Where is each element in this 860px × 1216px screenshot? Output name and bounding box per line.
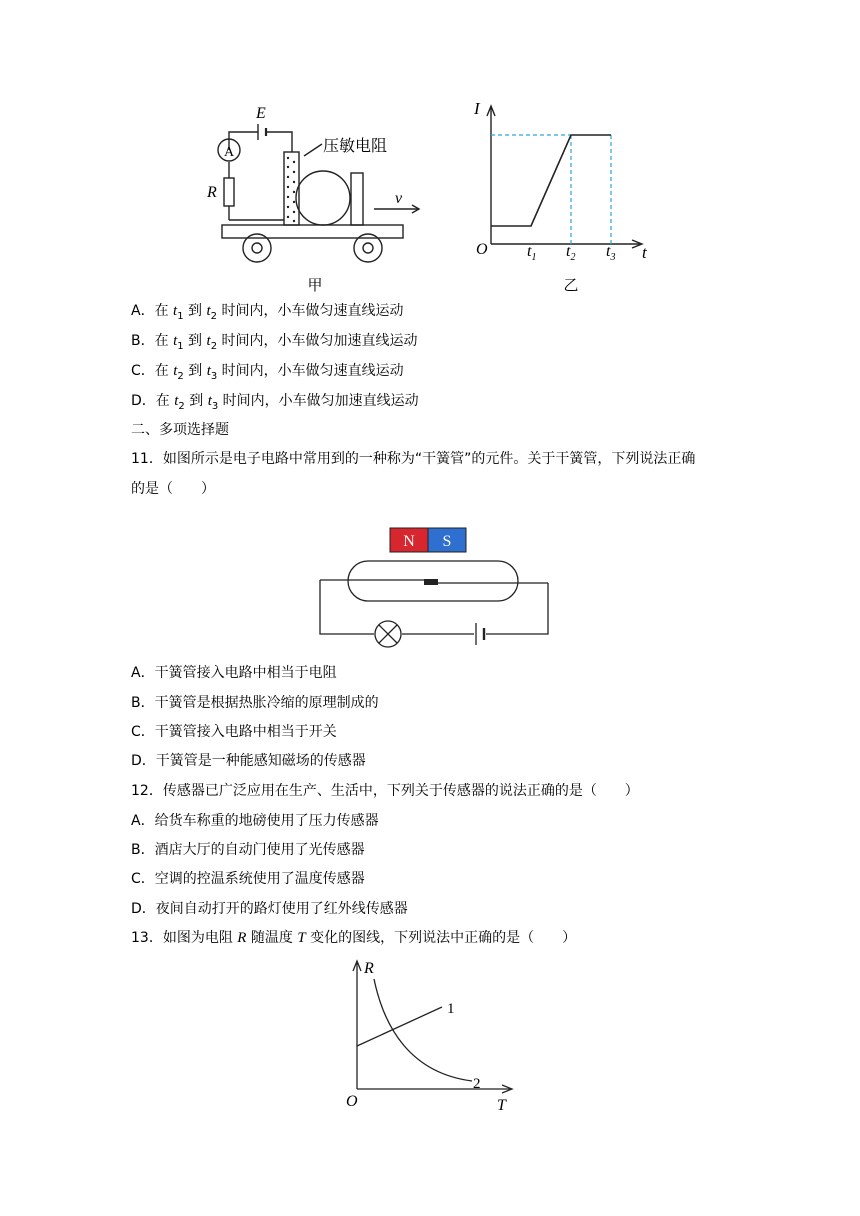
r-axis-label: R xyxy=(364,960,374,977)
q10-option-c: C．在 $t_2$ 到 $t_3$ 时间内，小车做匀速直线运动 xyxy=(131,363,404,382)
ammeter-label: A xyxy=(223,145,235,160)
q10-option-d: D．在 $t_2$ 到 $t_3$ 时间内，小车做匀加速直线运动 xyxy=(131,393,419,412)
emf-label: E xyxy=(256,105,266,122)
tick-t1: $t_1$ xyxy=(527,243,537,263)
q13-stem: 13．如图为电阻 R 随温度 T 变化的图线，下列说法中正确的是（ ） xyxy=(131,930,577,946)
cart-circuit-figure xyxy=(200,96,440,296)
q12-option-a: A．给货车称重的地磅使用了压力传感器 xyxy=(131,813,379,829)
tick-t3: $t_3$ xyxy=(606,243,616,263)
line-2-label: 2 xyxy=(473,1076,481,1092)
q11-stem-line2: 的是（ ） xyxy=(131,481,215,497)
q11-option-d: D．干簧管是一种能感知磁场的传感器 xyxy=(131,753,366,769)
t-axis-label: T xyxy=(497,1097,506,1114)
x-axis-label: t xyxy=(642,243,647,262)
q11-option-a: A．干簧管接入电路中相当于电阻 xyxy=(131,665,337,681)
q10-option-a: A．在 $t_1$ 到 $t_2$ 时间内，小车做匀速直线运动 xyxy=(131,303,404,322)
q12-option-d: D．夜间自动打开的路灯使用了红外线传感器 xyxy=(131,901,408,917)
magnet-s-label: S xyxy=(442,533,452,550)
q12-option-b: B．酒店大厅的自动门使用了光传感器 xyxy=(131,842,365,858)
origin-label: O xyxy=(346,1093,358,1110)
velocity-label: v xyxy=(395,190,403,207)
resistance-temperature-graph xyxy=(340,955,520,1115)
q10-option-b: B．在 $t_1$ 到 $t_2$ 时间内，小车做匀加速直线运动 xyxy=(131,333,418,352)
origin-label: O xyxy=(476,241,488,258)
q11-option-c: C．干簧管接入电路中相当于开关 xyxy=(131,724,337,740)
curve-2 xyxy=(374,979,472,1081)
figure-caption-yi: 乙 xyxy=(563,276,579,294)
section-title-multiple-choice: 二、多项选择题 xyxy=(131,422,229,438)
resistor-label: R xyxy=(207,184,217,201)
magnet-n-label: N xyxy=(403,533,415,550)
tick-t2: $t_2$ xyxy=(566,243,576,263)
y-axis-label: I xyxy=(474,99,480,118)
line-1-label: 1 xyxy=(447,1001,455,1017)
figure-caption-jia: 甲 xyxy=(307,276,323,294)
reed-switch-figure xyxy=(312,526,556,654)
current-curve xyxy=(491,135,611,226)
piezo-resistor-label: 压敏电阻 xyxy=(323,136,388,155)
q12-stem: 12．传感器已广泛应用在生产、生活中，下列关于传感器的说法正确的是（ ） xyxy=(131,783,639,799)
q11-option-b: B．干簧管是根据热胀冷缩的原理制成的 xyxy=(131,695,379,711)
q11-stem-line1: 11．如图所示是电子电路中常用到的一种称为“干簧管”的元件。关于干簧管，下列说法正确 xyxy=(131,451,696,467)
q12-option-c: C．空调的控温系统使用了温度传感器 xyxy=(131,871,365,887)
current-time-graph xyxy=(470,96,660,296)
